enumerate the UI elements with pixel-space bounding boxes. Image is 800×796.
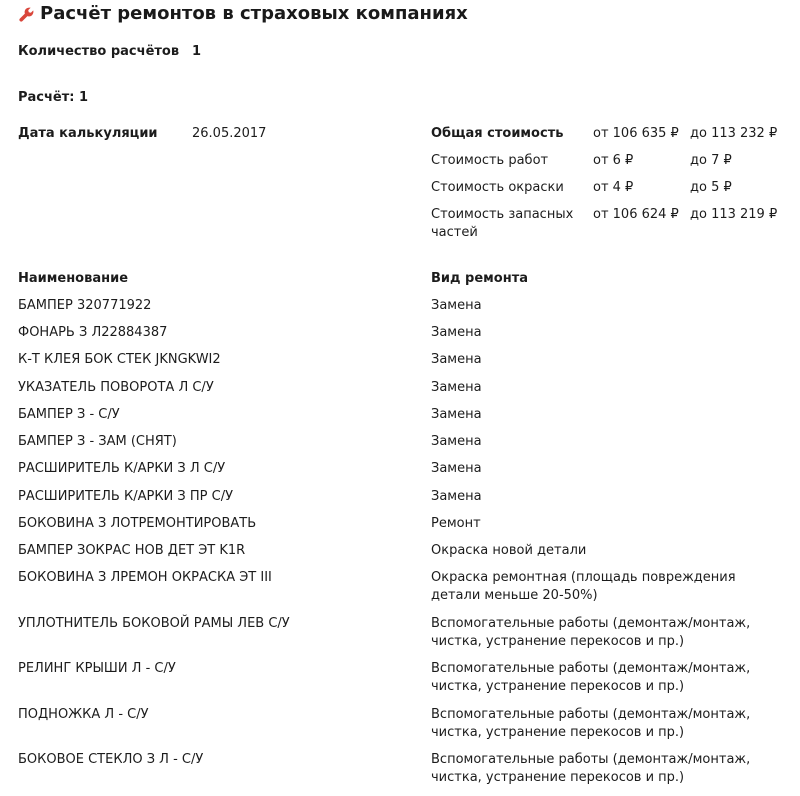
table-header-name: Наименование xyxy=(18,271,129,286)
table-row-type: Замена xyxy=(431,380,482,395)
cost-total-label: Общая стоимость xyxy=(431,126,564,141)
table-row-name: БАМПЕР 320771922 xyxy=(18,298,152,313)
table-row-name: К-Т КЛЕЯ БОК СТЕК JKNGKWI2 xyxy=(18,352,221,367)
table-row-name: УПЛОТНИТЕЛЬ БОКОВОЙ РАМЫ ЛЕВ С/У xyxy=(18,616,290,631)
table-row-type: Окраска новой детали xyxy=(431,543,587,558)
table-row-type: Замена xyxy=(431,434,482,449)
table-row-type: Вспомогательные работы (демонтаж/монтаж, чистка, устранение перекосов и пр.) xyxy=(431,661,751,694)
date-label: Дата калькуляции xyxy=(18,126,158,141)
table-row-name: ФОНАРЬ З Л22884387 xyxy=(18,325,168,340)
table-row-name: ПОДНОЖКА Л - С/У xyxy=(18,707,149,722)
table-row-type: Замена xyxy=(431,325,482,340)
table-header-type: Вид ремонта xyxy=(431,271,529,286)
cost-paint-label: Стоимость окраски xyxy=(431,180,564,195)
table-row-type: Вспомогательные работы (демонтаж/монтаж, чистка, устранение перекосов и пр.) xyxy=(431,616,751,649)
table-row-name: БОКОВИНА З ЛОТРЕМОНТИРОВАТЬ xyxy=(18,516,257,531)
calc-label: Расчёт: 1 xyxy=(18,90,89,105)
table-row-type: Замена xyxy=(431,298,482,313)
cost-labor-label: Стоимость работ xyxy=(431,153,549,168)
cost-total-to: до 113 232 ₽ xyxy=(690,126,778,141)
count-value: 1 xyxy=(192,44,202,59)
table-row-name: РАСШИРИТЕЛЬ К/АРКИ З ПР С/У xyxy=(18,489,234,504)
table-row-name: РЕЛИНГ КРЫШИ Л - С/У xyxy=(18,661,176,676)
table-row-type: Замена xyxy=(431,352,482,367)
cost-total-from: от 106 635 ₽ xyxy=(593,126,679,141)
cost-parts-label: Стоимость запасных частей xyxy=(431,207,574,240)
table-row-name: БОКОВИНА З ЛРЕМОН ОКРАСКА ЭТ III xyxy=(18,570,272,585)
table-row-name: УКАЗАТЕЛЬ ПОВОРОТА Л С/У xyxy=(18,380,214,395)
date-value: 26.05.2017 xyxy=(192,126,267,141)
table-row-type: Замена xyxy=(431,461,482,476)
cost-parts-to: до 113 219 ₽ xyxy=(690,207,778,222)
table-row-type: Замена xyxy=(431,489,482,504)
page-title xyxy=(18,2,468,26)
cost-paint-from: от 4 ₽ xyxy=(593,180,634,195)
cost-labor-to: до 7 ₽ xyxy=(690,153,732,168)
table-row-type: Окраска ремонтная (площадь повреждения детали меньше 20-50%) xyxy=(431,570,736,603)
page-title-text: Расчёт ремонтов в страховых компаниях xyxy=(40,3,468,24)
table-row-type: Замена xyxy=(431,407,482,422)
table-row-type: Вспомогательные работы (демонтаж/монтаж, чистка, устранение перекосов и пр.) xyxy=(431,752,751,785)
cost-labor-from: от 6 ₽ xyxy=(593,153,634,168)
table-row-name: БОКОВОЕ СТЕКЛО З Л - С/У xyxy=(18,752,204,767)
table-row-type: Вспомогательные работы (демонтаж/монтаж, чистка, устранение перекосов и пр.) xyxy=(431,707,751,740)
table-row-name: РАСШИРИТЕЛЬ К/АРКИ З Л С/У xyxy=(18,461,226,476)
cost-paint-to: до 5 ₽ xyxy=(690,180,732,195)
table-row-name: БАМПЕР ЗОКРАС НОВ ДЕТ ЭТ K1R xyxy=(18,543,246,558)
cost-parts-from: от 106 624 ₽ xyxy=(593,207,679,222)
count-label: Количество расчётов xyxy=(18,44,180,59)
table-row-type: Ремонт xyxy=(431,516,481,531)
table-row-name: БАМПЕР З - ЗАМ (СНЯТ) xyxy=(18,434,177,449)
table-row-name: БАМПЕР З - С/У xyxy=(18,407,120,422)
wrench-icon xyxy=(18,6,35,23)
